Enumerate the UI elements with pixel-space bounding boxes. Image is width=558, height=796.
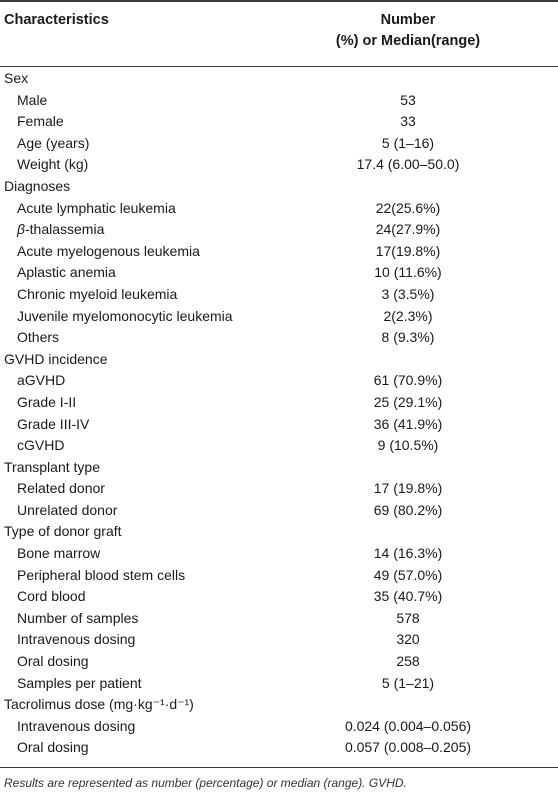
table-row (0, 154, 558, 176)
table-row (0, 198, 558, 220)
table-section-row (0, 349, 558, 371)
table-row (0, 673, 558, 695)
header-rule (0, 66, 558, 67)
section-label: Sex (4, 70, 29, 86)
row-value: 0.057 (0.008–0.205) (344, 739, 472, 756)
row-value: 5 (1–16) (381, 134, 435, 151)
table-row (0, 111, 558, 133)
row-value: 2(2.3%) (383, 307, 433, 324)
row-value: 258 (396, 653, 420, 670)
row-label: Weight (kg) (17, 156, 89, 173)
section-label: Diagnoses (4, 177, 71, 194)
table-row (0, 327, 558, 349)
table-row (0, 716, 558, 738)
section-label: Type of donor graft (4, 523, 122, 540)
table-row (0, 608, 558, 630)
table-row (0, 241, 558, 263)
table-section-row (0, 68, 558, 90)
row-label: Acute myelogenous leukemia (17, 242, 200, 259)
row-value: 17(19.8%) (375, 242, 441, 259)
table-row (0, 392, 558, 414)
row-label: β-thalassemia (17, 221, 105, 238)
row-value: 33 (400, 113, 416, 130)
row-label: Samples per patient (17, 674, 142, 691)
row-value: 69 (80.2%) (373, 501, 443, 518)
table-row (0, 262, 558, 284)
row-label: cGVHD (17, 437, 65, 454)
row-label: Aplastic anemia (17, 264, 116, 281)
row-label: Oral dosing (17, 653, 89, 670)
table-footnote: Results are represented as number (percentage) or median (range). GVHD. (4, 776, 407, 790)
row-label: Number of samples (17, 609, 139, 626)
table-row (0, 284, 558, 306)
header-characteristics: Characteristics (4, 12, 109, 28)
row-label: Female (17, 113, 64, 130)
row-label: Age (years) (17, 134, 90, 151)
table-row (0, 586, 558, 608)
table-row (0, 370, 558, 392)
table-row (0, 500, 558, 522)
row-label: Bone marrow (17, 545, 101, 562)
bottom-rule (0, 767, 558, 768)
row-value: 10 (11.6%) (374, 264, 442, 281)
row-value: 36 (41.9%) (373, 415, 443, 432)
table-row (0, 133, 558, 155)
header-number (300, 10, 516, 52)
table-row (0, 737, 558, 759)
table-section-row (0, 457, 558, 479)
table-row (0, 414, 558, 436)
row-label: Male (17, 91, 48, 108)
section-label: Tacrolimus dose (mg·kg⁻¹·d⁻¹) (4, 696, 194, 713)
row-label: Grade I-II (17, 393, 77, 410)
row-value: 49 (57.0%) (373, 566, 443, 583)
row-label: Juvenile myelomonocytic leukemia (17, 307, 233, 324)
row-value: 9 (10.5%) (377, 437, 439, 454)
section-label: GVHD incidence (4, 350, 108, 367)
header-number-line1: Number (380, 12, 436, 28)
table-row (0, 478, 558, 500)
table-row (0, 543, 558, 565)
row-value: 8 (9.3%) (381, 329, 435, 346)
row-value: 578 (396, 609, 420, 626)
row-value: 17 (19.8%) (373, 480, 443, 497)
row-value: 17.4 (6.00–50.0) (356, 156, 460, 173)
table-row (0, 219, 558, 241)
row-value: 3 (3.5%) (381, 285, 435, 302)
section-label: Transplant type (4, 458, 100, 475)
row-label: Acute lymphatic leukemia (17, 199, 176, 216)
table-header (0, 2, 558, 64)
table-row (0, 629, 558, 651)
table-row (0, 306, 558, 328)
table-row (0, 565, 558, 587)
row-value: 53 (400, 91, 416, 108)
row-value: 61 (70.9%) (373, 372, 443, 389)
table-row (0, 90, 558, 112)
row-value: 320 (396, 631, 420, 648)
row-value: 24(27.9%) (375, 221, 441, 238)
table-row (0, 651, 558, 673)
row-label: Chronic myeloid leukemia (17, 285, 178, 302)
header-number-line2: (%) or Median(range) (335, 33, 481, 49)
row-value: 5 (1–21) (381, 674, 435, 691)
row-label: Peripheral blood stem cells (17, 566, 186, 583)
row-label: aGVHD (17, 372, 66, 389)
row-label: Intravenous dosing (17, 717, 136, 734)
table-section-row (0, 694, 558, 716)
row-value: 14 (16.3%) (373, 545, 443, 562)
row-label: Cord blood (17, 588, 86, 605)
table-row (0, 435, 558, 457)
table-section-row (0, 521, 558, 543)
row-label: Related donor (17, 480, 105, 497)
row-label: Unrelated donor (17, 501, 118, 518)
row-value: 35 (40.7%) (373, 588, 443, 605)
row-label: Grade III-IV (17, 415, 90, 432)
row-value: 25 (29.1%) (373, 393, 443, 410)
row-label: Others (17, 329, 60, 346)
table-body (0, 68, 558, 759)
table-section-row (0, 176, 558, 198)
row-value: 22(25.6%) (375, 199, 441, 216)
row-label: Oral dosing (17, 739, 89, 756)
row-label: Intravenous dosing (17, 631, 136, 648)
row-value: 0.024 (0.004–0.056) (344, 717, 472, 734)
